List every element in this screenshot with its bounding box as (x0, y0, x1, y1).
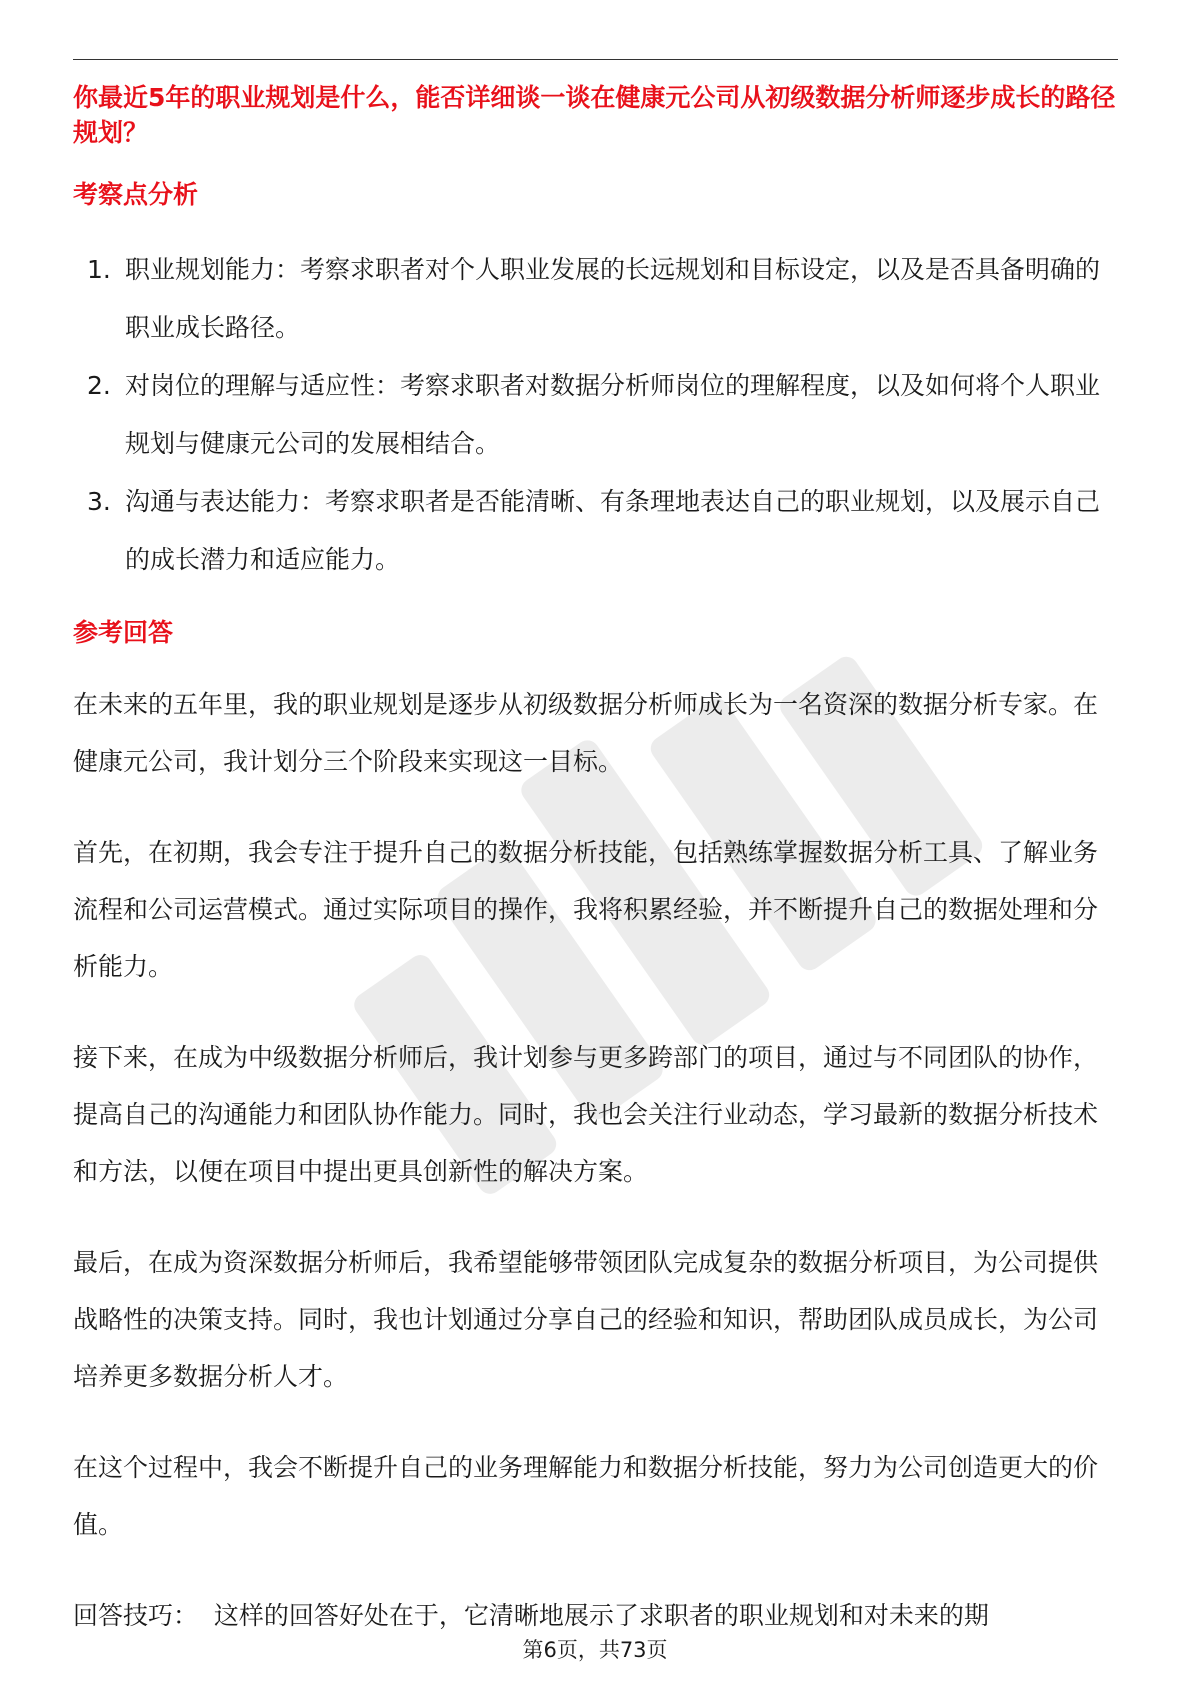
analysis-point (73, 473, 1118, 589)
answer-paragraph: 在未来的五年里，我的职业规划是逐步从初级数据分析师成长为一名资深的数据分析专家。在健康元公司，我计划分三个阶段来实现这一目标。 (73, 690, 1099, 776)
answer-paragraph: 首先，在初期，我会专注于提升自己的数据分析技能，包括熟练掌握数据分析工具、了解业务流程和公司运营模式。通过实际项目的操作，我将积累经验，并不断提升自己的数据处理和分析能力。 (73, 838, 1099, 981)
point-number: 2. (87, 371, 111, 400)
analysis-heading: 考察点分析 (73, 180, 199, 209)
answer-heading: 参考回答 (73, 618, 174, 647)
tips-label: 回答技巧： (73, 1601, 199, 1630)
point-text: 职业规划能力：考察求职者对个人职业发展的长远规划和目标设定，以及是否具备明确的职业成长路径。 (125, 255, 1101, 342)
point-number: 3. (87, 487, 111, 516)
analysis-point (73, 241, 1118, 357)
page-content (73, 80, 1118, 1644)
point-number: 1. (87, 255, 111, 284)
analysis-points (73, 241, 1118, 589)
page-number: 第6页，共73页 (522, 1638, 668, 1662)
answer-paragraph: 接下来，在成为中级数据分析师后，我计划参与更多跨部门的项目，通过与不同团队的协作，提高自己的沟通能力和团队协作能力。同时，我也会关注行业动态，学习最新的数据分析技术和方法，以便在项目中提出更具创新性的解决方案。 (73, 1043, 1099, 1186)
answer-paragraph: 在这个过程中，我会不断提升自己的业务理解能力和数据分析技能，努力为公司创造更大的价值。 (73, 1453, 1099, 1539)
tips-text: 这样的回答好处在于，它清晰地展示了求职者的职业规划和对未来的期 (213, 1601, 989, 1630)
header-rule (73, 59, 1118, 60)
question-heading: 你最近5年的职业规划是什么，能否详细谈一谈在健康元公司从初级数据分析师逐步成长的路径规划？ (73, 83, 1116, 147)
answer-paragraph: 最后，在成为资深数据分析师后，我希望能够带领团队完成复杂的数据分析项目，为公司提供战略性的决策支持。同时，我也计划通过分享自己的经验和知识，帮助团队成员成长，为公司培养更多数据分析人才。 (73, 1248, 1099, 1391)
analysis-point (73, 357, 1118, 473)
point-text: 对岗位的理解与适应性：考察求职者对数据分析师岗位的理解程度，以及如何将个人职业规划与健康元公司的发展相结合。 (125, 371, 1101, 458)
point-text: 沟通与表达能力：考察求职者是否能清晰、有条理地表达自己的职业规划，以及展示自己的成长潜力和适应能力。 (125, 487, 1101, 574)
